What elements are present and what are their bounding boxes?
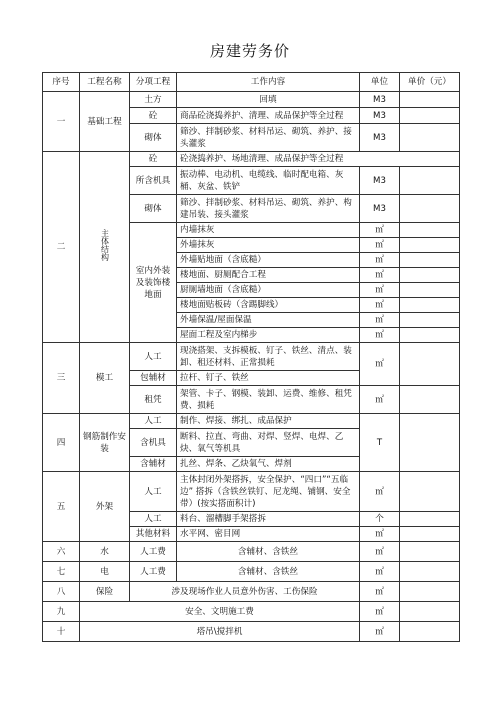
table-row [43,343,460,371]
section-no: 十 [43,622,80,642]
unit: ㎡ [360,253,400,268]
section-name: 外架 [80,472,130,542]
price-cell [400,542,460,562]
unit: ㎡ [360,238,400,253]
price-cell [400,512,460,527]
work-content: 内墙抹灰 [177,223,360,238]
price-cell [400,92,460,108]
subproject: 人工 [130,343,177,371]
work-content: 现浇搭架、支拆模板、钉子、铁丝、清点、装卸、租还材料、正常损耗 [177,343,360,371]
table-row [43,472,460,512]
price-cell [400,414,460,472]
unit: M3 [360,167,400,195]
unit: ㎡ [360,602,400,622]
header-row [43,73,460,92]
work-content: 商品砼浇捣养护、清理、成品保护等全过程 [177,108,360,124]
section-no: 二 [43,152,80,343]
section-no: 九 [43,602,80,622]
header-unit: 单位 [360,73,400,92]
work-content: 主体封闭外架搭拆，安全保护、“四口”“五临边” 搭拆（含铁丝铁钉、尼龙绳、铺钢、安全带）(按实搭面积计) [177,472,360,512]
price-cell [400,223,460,238]
price-cell [400,562,460,582]
subproject: 砼 [130,152,177,167]
section-no: 一 [43,92,80,152]
section-name-cell [80,152,130,343]
work-content: 扎丝、焊条、乙炔氧气、焊剂 [177,457,360,472]
section-name: 保险 [80,582,130,602]
subproject: 砌体 [130,195,177,223]
unit: ㎡ [360,328,400,343]
work-content: 塔吊\搅拌机 [80,622,360,642]
work-content: 安全、文明施工费 [80,602,360,622]
price-cell [400,386,460,414]
header-project: 工程名称 [80,73,130,92]
work-content: 架管、卡子、钢模、装卸、运费、维修、租凭费、损耗 [177,386,360,414]
header-price: 单价（元） [400,73,460,92]
work-content: 水平网、密目网 [177,527,360,542]
price-cell [400,108,460,124]
section-no: 五 [43,472,80,542]
price-cell [400,622,460,642]
work-content: 振动棒、电动机、电缆线、临时配电箱、灰桶、灰盆、铁铲 [177,167,360,195]
price-cell [400,124,460,152]
unit: ㎡ [360,268,400,283]
subproject: 砌体 [130,124,177,152]
table-row [43,582,460,602]
unit: ㎡ [360,542,400,562]
subproject: 所含机具 [130,167,177,195]
unit: ㎡ [360,298,400,313]
work-content: 筛沙、拌制砂浆、材料吊运、砌筑、养护、构建吊装、接头灌浆 [177,195,360,223]
price-cell [400,238,460,253]
work-content: 拉杆、钉子、铁丝 [177,371,360,386]
header-subproject: 分项工程 [130,73,177,92]
unit: M3 [360,124,400,152]
work-content: 料台、溜槽脚手架搭拆 [177,512,360,527]
table-row [43,92,460,108]
unit: 个 [360,512,400,527]
work-content: 筛沙、拌制砂浆、材料吊运、砌筑、养护、接头灌浆 [177,124,360,152]
section-name: 钢筋制作安装 [80,414,130,472]
unit: ㎡ [360,562,400,582]
unit: T [360,414,400,472]
section-name: 电 [80,562,130,582]
section-no: 三 [43,343,80,414]
work-content: 含辅材、含铁丝 [177,562,360,582]
price-cell [400,313,460,328]
work-content: 回填 [177,92,360,108]
section-no: 六 [43,542,80,562]
work-content: 楼地面贴板砖（含踢脚线） [177,298,360,313]
work-content: 厨厕墙地面（含底糙） [177,283,360,298]
subproject: 室内外装及装饰楼地面 [130,223,177,343]
table-row [43,152,460,167]
section-no: 八 [43,582,80,602]
header-work: 工作内容 [177,73,360,92]
subproject: 含辅材 [130,457,177,472]
unit: ㎡ [360,313,400,328]
work-content: 楼地面、厨厕配合工程 [177,268,360,283]
table-row [43,562,460,582]
subproject: 其他材料 [130,527,177,542]
work-content: 含辅材、含铁丝 [177,542,360,562]
subproject: 人工 [130,512,177,527]
page-title: 房建劳务价 [209,42,290,60]
table-row [43,542,460,562]
unit: ㎡ [360,622,400,642]
subproject: 人工 [130,414,177,429]
price-cell [400,343,460,386]
subproject: 人工 [130,472,177,512]
price-cell [400,582,460,602]
table-row [43,622,460,642]
price-cell [400,195,460,223]
price-cell [400,298,460,313]
work-content: 制作、焊接、绑扎、成品保护 [177,414,360,429]
section-name: 基础工程 [80,92,130,152]
table-row [43,414,460,429]
price-table [42,72,460,642]
table-row [43,602,460,622]
price-cell [400,328,460,343]
subproject: 含机具 [130,429,177,457]
subproject: 砼 [130,108,177,124]
work-content: 断料、拉直、弯曲、对焊、竖焊、电焊、乙炔、氧气等机具 [177,429,360,457]
work-content: 外墙保温/屋面保温 [177,313,360,328]
price-cell [400,527,460,542]
unit: ㎡ [360,343,400,386]
subproject: 土方 [130,92,177,108]
price-cell [400,167,460,195]
unit: ㎡ [360,223,400,238]
section-name: 模工 [80,343,130,414]
subproject: 包辅材 [130,371,177,386]
price-cell [400,602,460,622]
price-cell [400,472,460,512]
work-content: 外墙抹灰 [177,238,360,253]
unit: ㎡ [360,386,400,414]
header-no: 序号 [43,73,80,92]
section-no: 四 [43,414,80,472]
unit: M3 [360,195,400,223]
subproject: 人工费 [130,542,177,562]
work-content: 外墙贴地面（含底糙） [177,253,360,268]
unit: M3 [360,108,400,124]
unit: ㎡ [360,472,400,512]
price-cell [400,253,460,268]
section-name: 主体结构 [100,229,110,261]
unit: ㎡ [360,527,400,542]
work-content: 屋面工程及室内梯步 [177,328,360,343]
work-content: 涉及现场作业人员意外伤害、工伤保险 [130,582,360,602]
unit: ㎡ [360,283,400,298]
price-cell [400,283,460,298]
subproject: 人工费 [130,562,177,582]
subproject: 租凭 [130,386,177,414]
work-content: 砼浇捣养护、场地清理、成品保护等全过程 [177,152,460,167]
price-cell [400,268,460,283]
section-no: 七 [43,562,80,582]
section-name: 水 [80,542,130,562]
unit: M3 [360,92,400,108]
unit: ㎡ [360,582,400,602]
